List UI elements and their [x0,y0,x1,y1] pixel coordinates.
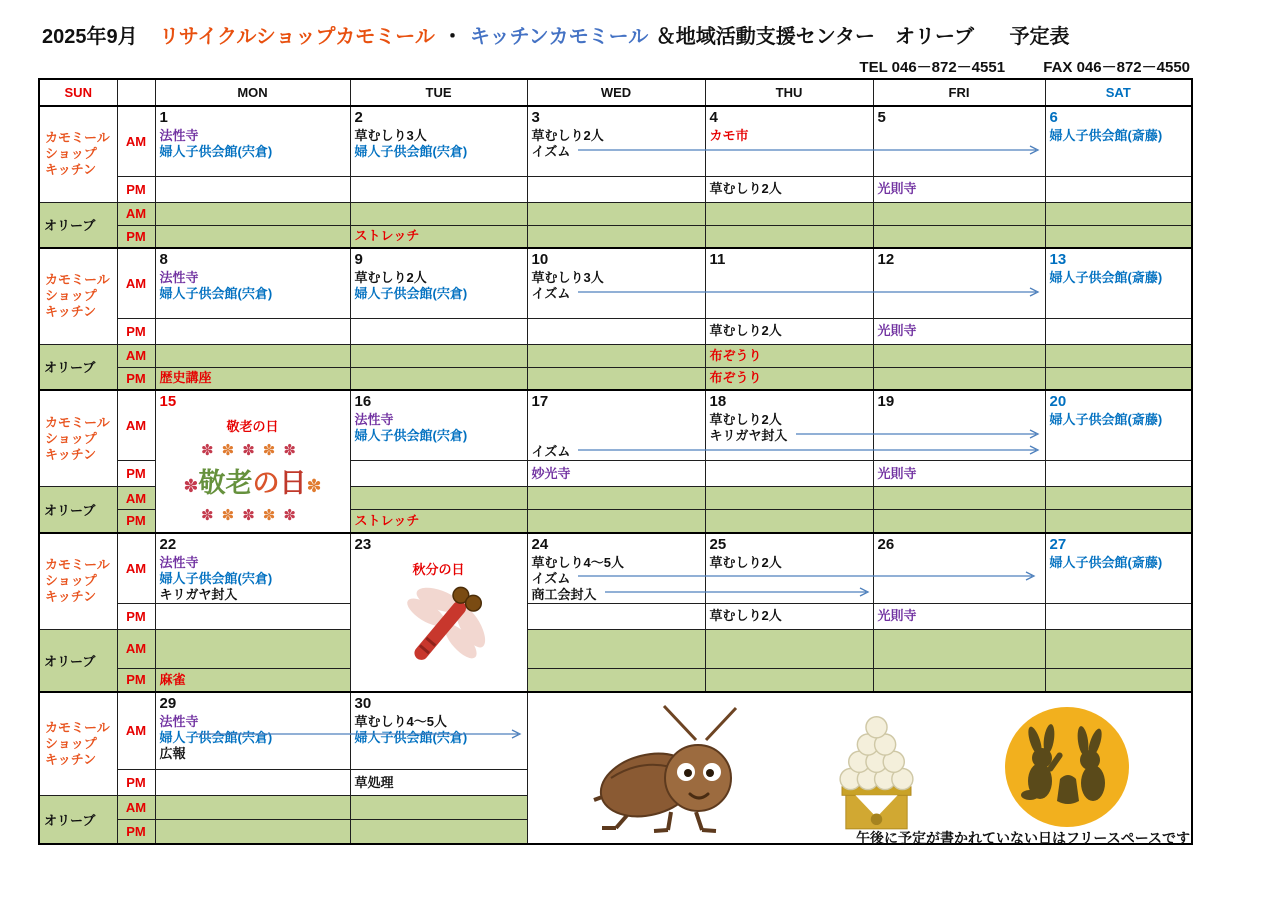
moon-rabbits-illustration [992,703,1142,833]
cell-thu-18-olive-am [705,487,873,510]
title-shop-name: リサイクルショップカモミール [159,26,435,48]
weekday-header-thu: THU [705,79,873,106]
olive-am-label: AM [117,202,155,225]
event-text: 草処理 [354,774,394,790]
cell-sat-27-pm [1045,603,1192,629]
event-text: 光則寺 [877,465,917,481]
event-text: ストレッチ [354,512,420,528]
event-text: 光則寺 [877,323,917,338]
cell-fri-26-pm [873,603,1045,629]
pm-label: PM [117,176,155,202]
olive-am-label: AM [117,487,155,510]
olive-am-label: AM [117,629,155,669]
cell-wed-10-olive-am [527,344,705,367]
maple-leaves-row: ✽✽✽✽✽ [201,442,304,459]
cell-wed-3-pm [527,176,705,202]
cell-wed-17-olive-pm [527,510,705,533]
cell-tue-16-olive-am [350,487,527,510]
group-label-line: カモミール [45,719,110,735]
group-label-line: オリーブ [44,218,96,234]
cell-fri-19-olive-am [873,487,1045,510]
olive-pm-label: PM [117,820,155,844]
cell-tue-30-olive-am [350,796,527,820]
cell-mon-22-olive-am [155,629,350,669]
group-label-line: キッチン [45,446,97,462]
event-text: 草むしり4～5人 [354,713,447,729]
cell-tue-2-pm [350,176,527,202]
title-kitchen-name: キッチンカモミール [470,26,649,48]
event-text: ストレッチ [354,228,420,244]
weekday-header-fri: FRI [873,79,1045,106]
event-text: 草むしり2人 [709,608,782,623]
event-text: 麻雀 [159,671,186,687]
cell-sat-6-olive-pm [1045,225,1192,248]
event-text: 光則寺 [877,608,917,623]
tsukimi-dango-illustration [819,698,934,838]
event-text: 法性寺 [159,128,199,143]
group-label-line: オリーブ [44,502,96,518]
cell-sat-27-olive-am [1045,629,1192,669]
tel-number: TEL 046－872－4551 [859,59,1006,76]
cell-wed-17-olive-am [527,487,705,510]
cell-wed-10-pm [527,318,705,344]
cell-thu-25-olive-pm [705,669,873,692]
cell-thu-25-olive-am [705,629,873,669]
cell-wed-24-pm [527,603,705,629]
event-text [528,412,705,428]
date-number: 3 [531,109,540,126]
cell-wed-10-olive-pm [527,367,705,390]
cell-tue-9-am [350,248,527,318]
cell-mon-22-pm [155,603,350,629]
weekday-header-sat: SAT [1045,79,1192,106]
cell-tue-2-olive-pm [350,225,527,248]
cell-tue-16-olive-pm [350,510,527,533]
group-label-line: カモミール [45,414,110,430]
cell-tue-16-am [350,390,527,461]
olive-pm-label: PM [117,225,155,248]
title-dot: ・ [442,26,463,48]
group-label-chamomile [39,106,117,202]
weekday-header-tue: TUE [350,79,527,106]
cell-fri-5-olive-pm [873,225,1045,248]
group-label-line: キッチン [45,589,97,604]
event-text: 草むしり3人 [531,270,604,285]
cell-sat-20-pm [1045,461,1192,487]
group-label-olive [39,202,117,248]
cell-thu-25-pm [705,603,873,629]
group-label-olive [39,487,117,533]
event-text: 法性寺 [159,554,199,570]
cell-mon-22-olive-pm [155,669,350,692]
olive-am-label: AM [117,344,155,367]
holiday-name: 秋分の日 [412,561,465,577]
cell-fri-12-olive-pm [873,367,1045,390]
am-label: AM [117,248,155,318]
group-label-line: カモミール [45,272,110,288]
cell-fri-26-am [873,533,1045,604]
date-number: 20 [1049,393,1067,410]
cell-tue-2-am [350,106,527,176]
cell-tue-16-pm [350,461,527,487]
event-text: 草むしり2人 [709,412,782,427]
cell-thu-11-am [705,248,873,318]
cell-tue-9-olive-pm [350,367,527,390]
event-text: 布ぞうり [709,370,762,386]
cell-mon-22-am [155,533,350,604]
calendar [38,78,1191,845]
cell-wed-3-olive-pm [527,225,705,248]
group-label-olive [39,796,117,844]
cell-mon-1-pm [155,176,350,202]
date-number: 25 [709,535,727,553]
cell-thu-4-am [705,106,873,176]
weekday-header-mon: MON [155,79,350,106]
event-text: 婦人子供会館(宍倉) [159,729,273,745]
cell-mon-29-olive-pm [155,820,350,844]
cell-fri-26-olive-am [873,629,1045,669]
cell-thu-4-olive-am [705,202,873,225]
group-label-olive [39,629,117,692]
event-text: キリガヤ封入 [709,428,788,443]
cell-mon-29-pm [155,770,350,796]
cell-mon-29-olive-am [155,796,350,820]
pm-label: PM [117,603,155,629]
cell-thu-11-olive-am [705,344,873,367]
date-number: 19 [877,393,895,410]
event-text: 婦人子供会館(宍倉) [354,428,468,443]
cell-wed-24-am [527,533,705,604]
event-text: 婦人子供会館(斎藤) [1049,412,1163,427]
event-text: 婦人子供会館(宍倉) [159,570,273,586]
cell-fri-19-am [873,390,1045,461]
date-number: 1 [159,109,168,126]
pm-label: PM [117,461,155,487]
cell-thu-18-olive-pm [705,510,873,533]
event-text: 婦人子供会館(斎藤) [1049,128,1163,143]
cell-sat-13-pm [1045,318,1192,344]
cell-sat-13-am [1045,248,1192,318]
date-number: 2 [354,109,363,126]
footnote: 午後に予定が書かれていない日はフリースペースです [855,830,1190,846]
date-number: 8 [159,251,168,268]
event-text: 婦人子供会館(宍倉) [354,286,468,301]
holiday-cell-keiro [155,390,350,533]
cell-fri-5-am [873,106,1045,176]
am-label: AM [117,106,155,176]
date-number: 30 [354,694,372,712]
cell-sat-13-olive-am [1045,344,1192,367]
cell-sat-20-am [1045,390,1192,461]
event-text: 法性寺 [354,412,394,427]
dragonfly-illustration [374,578,504,686]
event-text: 草むしり2人 [709,181,782,196]
olive-am-label: AM [117,796,155,820]
group-label-line: カモミール [45,557,110,572]
cell-sat-6-am [1045,106,1192,176]
page-title [42,20,1072,49]
group-label-olive [39,344,117,390]
event-text: イズム [531,144,571,159]
group-label-line: オリーブ [44,653,96,669]
event-text: 婦人子供会館(斎藤) [1049,554,1163,570]
cell-mon-8-pm [155,318,350,344]
cell-wed-10-am [527,248,705,318]
cell-fri-5-pm [873,176,1045,202]
cell-tue-30-olive-pm [350,820,527,844]
cell-mon-1-olive-am [155,202,350,225]
event-text: 広報 [159,745,186,761]
seasonal-illustrations [528,698,1192,838]
event-text: 法性寺 [159,713,199,729]
keiro-no-hi-illustration [156,416,350,524]
weekday-header-wed: WED [527,79,705,106]
maple-leaves-row: ✽✽✽✽✽ [201,507,304,524]
cell-sat-20-olive-pm [1045,510,1192,533]
event-text: カモ市 [709,128,749,143]
date-number: 4 [709,109,718,126]
event-text: 法性寺 [159,270,199,285]
date-number: 9 [354,251,363,268]
cell-mon-1-am [155,106,350,176]
holiday-cell-shubun [350,533,527,692]
cell-mon-8-am [155,248,350,318]
date-number: 26 [877,535,895,553]
date-number: 23 [354,535,372,553]
cell-sat-27-am [1045,533,1192,604]
cell-sat-13-olive-pm [1045,367,1192,390]
date-number: 27 [1049,535,1067,553]
cell-fri-12-pm [873,318,1045,344]
cell-thu-4-olive-pm [705,225,873,248]
event-text: 光則寺 [877,181,917,196]
cell-tue-30-pm [350,770,527,796]
date-number: 17 [531,393,549,410]
cell-thu-4-pm [705,176,873,202]
group-label-line: キッチン [45,304,97,320]
calendar-table [38,78,1193,845]
cell-wed-3-olive-am [527,202,705,225]
event-text: 布ぞうり [709,347,762,363]
olive-pm-label: PM [117,510,155,533]
holiday-name: 敬老の日 [226,419,279,434]
event-text: 婦人子供会館(宍倉) [354,144,468,159]
date-number: 6 [1049,109,1058,126]
cell-mon-1-olive-pm [155,225,350,248]
date-number: 16 [354,393,372,410]
pm-label: PM [117,770,155,796]
event-text: キリガヤ封入 [159,586,238,602]
event-text: 草むしり2人 [531,128,604,143]
date-number: 18 [709,393,727,410]
contact-info [859,56,1190,77]
date-number: 22 [159,535,177,553]
cell-tue-9-olive-am [350,344,527,367]
event-text: 婦人子供会館(斎藤) [1049,270,1163,285]
am-label: AM [117,692,155,770]
event-text: 婦人子供会館(宍倉) [159,286,273,301]
event-text: 歴史講座 [159,370,212,386]
cell-tue-2-olive-am [350,202,527,225]
event-text [528,428,705,444]
event-text: イズム [531,286,571,301]
group-label-line: カモミール [45,130,110,146]
event-text: 婦人子供会館(宍倉) [354,729,468,745]
holiday-cell-images [527,692,1192,844]
group-label-line: ショップ [45,735,97,751]
group-label-line: キッチン [45,751,97,767]
ampm-column-header [117,79,155,106]
event-text: 妙光寺 [531,465,571,481]
event-text: 商工会封入 [531,586,597,602]
event-text: 草むしり2人 [709,554,782,570]
shubun-no-hi-block [351,559,527,691]
group-label-chamomile [39,533,117,630]
cell-fri-12-am [873,248,1045,318]
weekday-header-sun: SUN [39,79,117,106]
cell-wed-24-olive-am [527,629,705,669]
cell-fri-12-olive-am [873,344,1045,367]
olive-pm-label: PM [117,669,155,692]
event-text: 草むしり2人 [709,323,782,338]
event-text: イズム [531,444,571,459]
group-label-line: ショップ [45,146,97,162]
title-month: 2025年9月 [42,26,138,48]
keiro-no-hi-big-text: ✽敬老の日✽ [183,468,322,498]
date-number: 15 [159,393,177,410]
cell-wed-17-pm [527,461,705,487]
event-text: 婦人子供会館(宍倉) [159,144,273,159]
group-label-chamomile [39,248,117,344]
cell-mon-8-olive-pm [155,367,350,390]
olive-pm-label: PM [117,367,155,390]
cell-mon-29-am [155,692,350,770]
cell-fri-5-olive-am [873,202,1045,225]
date-number: 13 [1049,251,1067,268]
cell-sat-6-olive-am [1045,202,1192,225]
cell-thu-25-am [705,533,873,604]
cell-wed-17-am [527,390,705,461]
cell-wed-3-am [527,106,705,176]
cell-fri-26-olive-pm [873,669,1045,692]
cell-fri-19-olive-pm [873,510,1045,533]
group-label-line: ショップ [45,430,97,446]
cell-fri-19-pm [873,461,1045,487]
event-text: 草むしり4～5人 [531,554,624,570]
title-center-name: ＆地域活動支援センター オリーブ [655,26,974,48]
fax-number: FAX 046－872－4550 [1043,59,1190,76]
date-number: 5 [877,109,886,126]
event-text: 草むしり3人 [354,128,427,143]
date-number: 11 [709,251,726,268]
cell-sat-27-olive-pm [1045,669,1192,692]
cell-wed-24-olive-pm [527,669,705,692]
am-label: AM [117,533,155,604]
group-label-chamomile [39,390,117,487]
event-text: イズム [531,570,571,586]
am-label: AM [117,390,155,461]
cricket-illustration [576,700,761,835]
cell-thu-18-pm [705,461,873,487]
date-number: 10 [531,251,549,268]
date-number: 29 [159,694,177,712]
date-number: 24 [531,535,549,553]
cell-sat-6-pm [1045,176,1192,202]
cell-thu-11-pm [705,318,873,344]
group-label-chamomile [39,692,117,796]
group-label-line: ショップ [45,288,97,304]
cell-thu-11-olive-pm [705,367,873,390]
group-label-line: キッチン [45,162,97,178]
cell-tue-9-pm [350,318,527,344]
pm-label: PM [117,318,155,344]
date-number: 12 [877,251,895,268]
group-label-line: オリーブ [44,360,96,376]
group-label-line: オリーブ [44,812,96,828]
event-text: 草むしり2人 [354,270,427,285]
group-label-line: ショップ [45,573,97,588]
cell-thu-18-am [705,390,873,461]
cell-sat-20-olive-am [1045,487,1192,510]
cell-tue-30-am [350,692,527,770]
cell-mon-8-olive-am [155,344,350,367]
title-schedule-word: 予定表 [1009,26,1070,48]
